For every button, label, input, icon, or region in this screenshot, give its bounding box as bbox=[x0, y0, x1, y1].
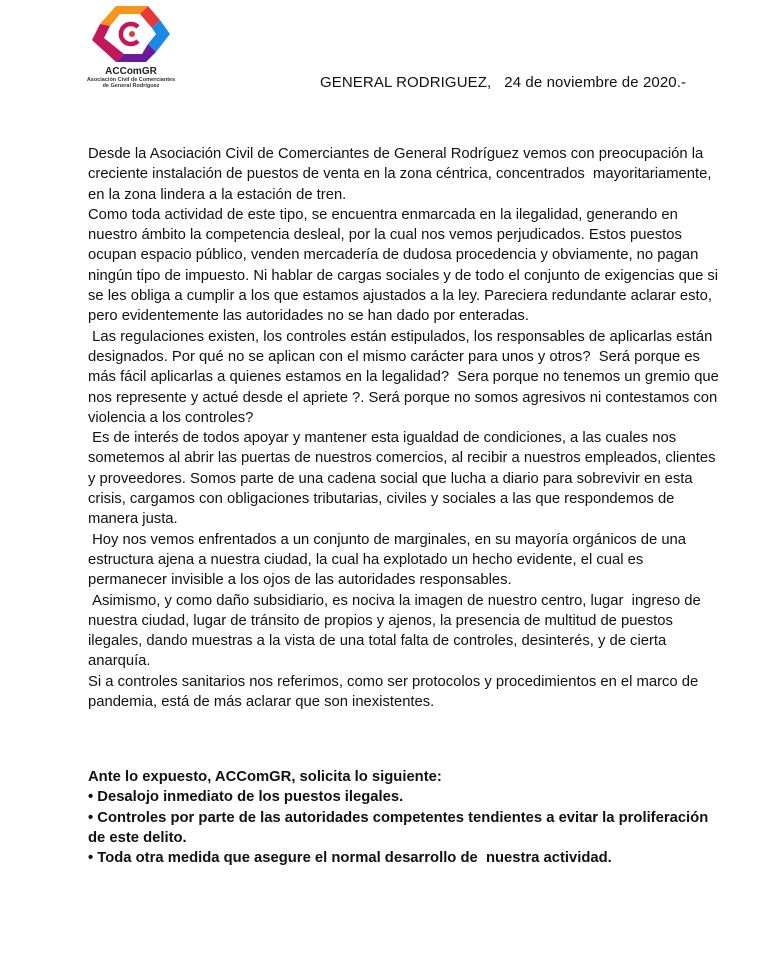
date: 24 de noviembre de 2020.- bbox=[504, 74, 687, 91]
logo-subtitle-line-1: Asociación Civil de Comerciantes bbox=[86, 77, 176, 83]
request-item: • Toda otra medida que asegure el normal desarrollo de nuestra actividad. bbox=[88, 850, 612, 867]
paragraph: Es de interés de todos apoyar y mantener esta igualdad de condiciones, a las cuales nos sometemos al abrir las puertas de nuestros comercios, al recibir a nuestros empleados, clientes y proveedores. Somos parte de una cadena social que lucha a diario para sobrevivir en esta crisis, cargamos con obligaciones tributarias, civiles y sociales a las que respondemos de manera justa. bbox=[88, 430, 720, 528]
paragraph: Asimismo, y como daño subsidiario, es nociva la imagen de nuestro centro, lugar ingreso de nuestra ciudad, lugar de tránsito de propios y ajenos, la presencia de multitud de puestos ilegales, dando muestras a la vista de una total falta de controles, desinterés, y de cierta anarquía. bbox=[88, 592, 705, 670]
logo-emblem-icon bbox=[86, 2, 176, 68]
paragraph: Las regulaciones existen, los controles están estipulados, los responsables de aplicarlas están designados. Por qué no se aplican con el mismo carácter para unos y otros? Será porque es más fácil aplicarlas a quienes estamos en la legalidad? Sera porque no tenemos un gremio que nos represente y actué desde el apriete ?. Será porque no somos agresivos ni contestamos con violencia a los controles? bbox=[88, 328, 724, 426]
place: GENERAL RODRIGUEZ, bbox=[320, 74, 492, 91]
request-item: • Controles por parte de las autoridades competentes tendientes a evitar la proliferación de este delito. bbox=[88, 809, 713, 846]
logo-subtitle bbox=[86, 77, 176, 89]
request-item: • Desalojo inmediato de los puestos ilegales. bbox=[88, 789, 404, 806]
dateline bbox=[320, 74, 686, 91]
paragraph: Hoy nos vemos enfrentados a un conjunto de marginales, en su mayoría orgánicos de una estructura ajena a nuestra ciudad, la cual ha explotado un hecho evidente, el cual es permanecer invisible a los ojos de las autoridades responsables. bbox=[88, 531, 691, 589]
paragraph: Desde la Asociación Civil de Comerciantes de General Rodríguez vemos con preocupación la creciente instalación de puestos de venta en la zona céntrica, concentrados mayoritariamente, en la zona lindera a la estación de tren. bbox=[88, 146, 716, 203]
logo-subtitle-line-2: de General Rodríguez bbox=[102, 83, 160, 89]
letter-body bbox=[88, 144, 724, 712]
closing-requests bbox=[88, 767, 728, 868]
closing-intro: Ante lo expuesto, ACComGR, solicita lo siguiente: bbox=[88, 769, 442, 785]
accomgr-logo bbox=[86, 2, 176, 92]
logo-name: ACComGR bbox=[105, 66, 157, 77]
paragraph: Si a controles sanitarios nos referimos, como ser protocolos y procedimientos en el marco de pandemia, está de más aclarar que son inexistentes. bbox=[88, 673, 703, 711]
paragraph: Como toda actividad de este tipo, se encuentra enmarcada en la ilegalidad, generando en nuestro ámbito la competencia desleal, por la cual nos vemos perjudicados. Estos puestos ocupan espacio público, venden mercadería de dudosa procedencia y obviamente, no pagan ningún tipo de impuesto. Ni hablar de cargas sociales y de todo el conjunto de exigencias que si se les obliga a cumplir a los que estamos ajustados a la ley. Pareciera redundante aclarar esto, pero evidentemente las autoridades no se han dado por enteradas. bbox=[88, 206, 723, 325]
